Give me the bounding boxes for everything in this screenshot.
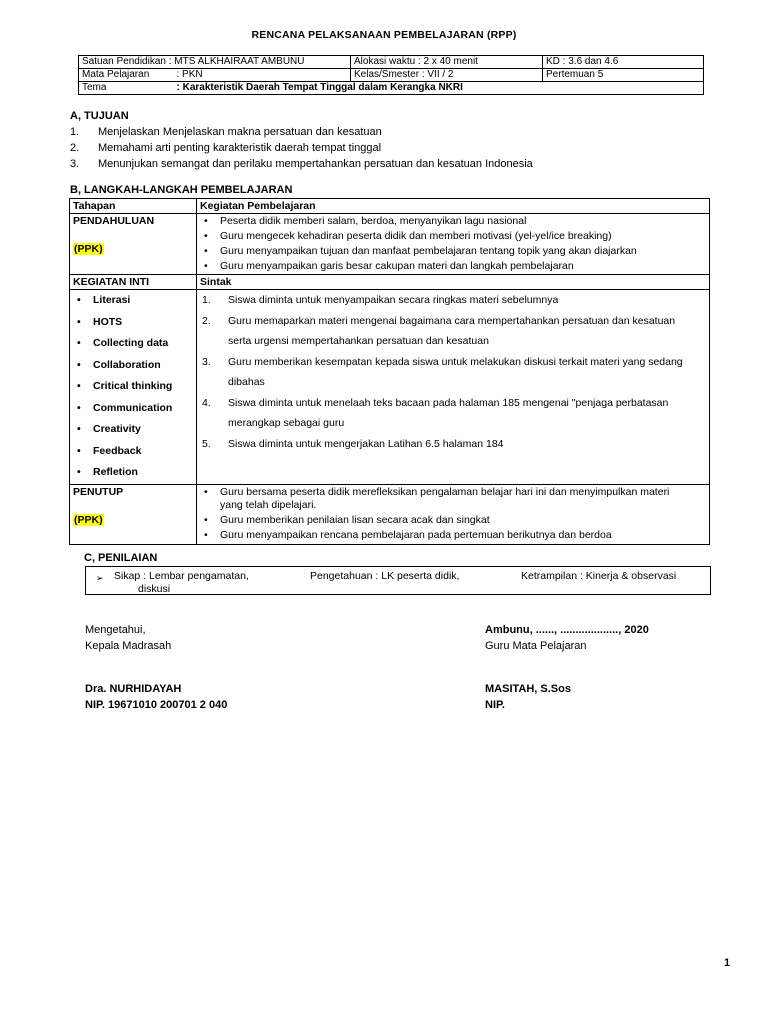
- penutup-label: PENUTUP: [73, 485, 124, 498]
- bullet-icon: •: [77, 401, 81, 414]
- pendahuluan-label: PENDAHULUAN: [73, 215, 155, 227]
- info-row: [79, 82, 704, 95]
- penutup-row: [70, 484, 710, 544]
- kompetensi-dasar: KD : 3.6 dan 4.6: [543, 56, 704, 69]
- list-item: • Guru mengecek kehadiran peserta didik dan memberi motivasi (yel-yel/ice breaking): [204, 230, 612, 242]
- penilaian-keterampilan: Ketrampilan : Kinerja & observasi: [521, 570, 677, 582]
- keywords-list: [73, 290, 193, 484]
- tema-value: : Karakteristik Daerah Tempat Tinggal dalam Kerangka NKRI: [174, 82, 704, 95]
- tujuan-heading: A, TUJUAN: [70, 110, 129, 122]
- col-kegiatan: Kegiatan Pembelajaran: [197, 199, 710, 214]
- pertemuan: Pertemuan 5: [543, 69, 704, 82]
- tujuan-item: [70, 140, 533, 156]
- step-item: 1. Siswa diminta untuk menyampaikan secara ringkas materi sebelumnya: [202, 294, 559, 306]
- bullet-icon: •: [204, 485, 208, 498]
- penutup-list: [200, 485, 706, 543]
- inti-label: KEGIATAN INTI: [70, 275, 197, 290]
- left-signatory-nip: NIP. 19671010 200701 2 040: [85, 699, 228, 711]
- signature-left: [85, 622, 227, 713]
- right-signatory-nip: NIP.: [485, 699, 505, 711]
- steps-list: [200, 290, 706, 454]
- step-item: 2. Guru memaparkan materi mengenai bagaimana cara mempertahankan persatuan dan kesatuan: [202, 314, 676, 327]
- pendahuluan-cell: [70, 214, 197, 275]
- keyword-item: • Collecting data: [73, 333, 193, 355]
- keyword-item: • Critical thinking: [73, 376, 193, 398]
- bullet-icon: •: [77, 466, 81, 478]
- keywords-cell: [70, 290, 197, 485]
- keyword-item: • Creativity: [73, 419, 193, 441]
- col-tahapan: Tahapan: [70, 199, 197, 214]
- step-item: 3. Guru memberikan kesempatan kepada siswa untuk melakukan diskusi terkait materi yang sedang: [202, 355, 683, 368]
- bullet-icon: •: [77, 294, 81, 306]
- keyword-item: • Literasi: [73, 290, 193, 312]
- bullet-icon: •: [77, 380, 81, 392]
- bullet-icon: •: [204, 230, 208, 242]
- info-table: [78, 55, 704, 95]
- bullet-icon: •: [77, 358, 81, 371]
- step-item: 5. Siswa diminta untuk mengerjakan Latihan 6.5 halaman 184: [202, 437, 504, 450]
- tema-label: Tema: [79, 82, 174, 95]
- bullet-icon: •: [204, 245, 208, 257]
- bullet-icon: •: [77, 444, 81, 457]
- step-item-cont: dibahas: [228, 376, 265, 388]
- tujuan-number: 1.: [70, 126, 80, 138]
- tujuan-text: Menunjukan semangat dan perilaku mempertahankan persatuan dan kesatuan Indonesia: [98, 158, 533, 170]
- keyword-item: • Communication: [73, 398, 193, 420]
- page-number: 1: [724, 957, 731, 969]
- penilaian-sikap: Sikap : Lembar pengamatan,: [114, 570, 249, 582]
- keyword-item: • Feedback: [73, 441, 193, 463]
- penilaian-sikap-cont: diskusi: [138, 583, 171, 595]
- list-item: • Guru bersama peserta didik merefleksikan pengalaman belajar hari ini dan menyimpulkan materi yang telah dipelajari.: [204, 485, 670, 511]
- penutup-activities: [197, 484, 710, 544]
- tujuan-text: Memahami arti penting karakteristik daerah tempat tinggal: [98, 142, 382, 154]
- bullet-icon: •: [77, 315, 81, 328]
- info-row: [79, 56, 704, 69]
- steps-cell: [197, 290, 710, 485]
- mata-pelajaran-value: : PKN: [174, 69, 351, 82]
- pendahuluan-activities: [197, 214, 710, 275]
- list-item: • Guru menyampaikan tujuan dan manfaat pembelajaran tentang topik yang akan diajarkan: [204, 245, 637, 257]
- guru-mapel: Guru Mata Pelajaran: [485, 640, 587, 652]
- bullet-icon: •: [204, 513, 208, 526]
- langkah-heading: B, LANGKAH-LANGKAH PEMBELAJARAN: [70, 184, 293, 196]
- tujuan-number: 2.: [70, 142, 80, 154]
- left-signatory-name: Dra. NURHIDAYAH: [85, 683, 182, 695]
- tujuan-text: Menjelaskan Menjelaskan makna persatuan dan kesatuan: [98, 126, 382, 138]
- kelas-semester: Kelas/Smester : VII / 2: [351, 69, 543, 82]
- step-item-cont: serta urgensi mempertahankan persatuan dan kesatuan: [228, 335, 489, 347]
- bullet-icon: •: [204, 260, 208, 272]
- langkah-header-row: [70, 199, 710, 214]
- keyword-item: • Collaboration: [73, 355, 193, 377]
- penilaian-pengetahuan: Pengetahuan : LK peserta didik,: [310, 570, 460, 582]
- penutup-cell: [70, 484, 197, 544]
- info-row: [79, 69, 704, 82]
- keyword-item: • HOTS: [73, 312, 193, 334]
- langkah-table: [69, 198, 710, 545]
- pendahuluan-list: [200, 214, 706, 274]
- tujuan-number: 3.: [70, 158, 80, 170]
- tujuan-item: [70, 124, 533, 140]
- keyword-item: • Refletion: [73, 462, 193, 484]
- place-date: Ambunu, ......, ..................., 2020: [485, 624, 649, 636]
- penilaian-box: ➢ Sikap : Lembar pengamatan, diskusi Pengetahuan : LK peserta didik, Ketrampilan : Kinerja & observasi: [85, 566, 711, 595]
- satuan-pendidikan: Satuan Pendidikan : MTS ALKHAIRAAT AMBUNU: [79, 56, 351, 69]
- mata-pelajaran-label: Mata Pelajaran: [79, 69, 174, 82]
- step-item: 4. Siswa diminta untuk menelaah teks bacaan pada halaman 185 mengenai "penjaga perbatasan: [202, 396, 669, 409]
- inti-row: [70, 290, 710, 485]
- list-item: • Guru memberikan penilaian lisan secara acak dan singkat: [204, 513, 490, 526]
- bullet-icon: •: [204, 215, 208, 227]
- tujuan-item: [70, 156, 533, 172]
- ppk-badge: (PPK): [74, 513, 103, 526]
- document-title: RENCANA PELAKSANAAN PEMBELAJARAN (RPP): [251, 29, 517, 41]
- kepala-madrasah: Kepala Madrasah: [85, 640, 172, 652]
- penilaian-heading: C, PENILAIAN: [84, 552, 158, 564]
- bullet-icon: •: [204, 528, 208, 541]
- signature-right: [485, 622, 649, 713]
- ppk-badge: (PPK): [74, 243, 103, 255]
- sintak-label: Sintak: [197, 275, 710, 290]
- alokasi-waktu: Alokasi waktu : 2 x 40 menit: [351, 56, 543, 69]
- bullet-icon: •: [77, 337, 81, 349]
- tujuan-list: [70, 124, 533, 172]
- list-item: • Guru menyampaikan garis besar cakupan materi dan langkah pembelajaran: [204, 260, 574, 272]
- right-signatory-name: MASITAH, S.Sos: [485, 683, 571, 695]
- step-item-cont: merangkap sebagai guru: [228, 417, 345, 429]
- bullet-icon: •: [77, 423, 81, 435]
- inti-header-row: [70, 275, 710, 290]
- list-item: • Guru menyampaikan rencana pembelajaran pada pertemuan berikutnya dan berdoa: [204, 528, 612, 541]
- mengetahui: Mengetahui,: [85, 624, 146, 636]
- pendahuluan-row: [70, 214, 710, 275]
- list-item: • Peserta didik memberi salam, berdoa, menyanyikan lagu nasional: [204, 215, 527, 227]
